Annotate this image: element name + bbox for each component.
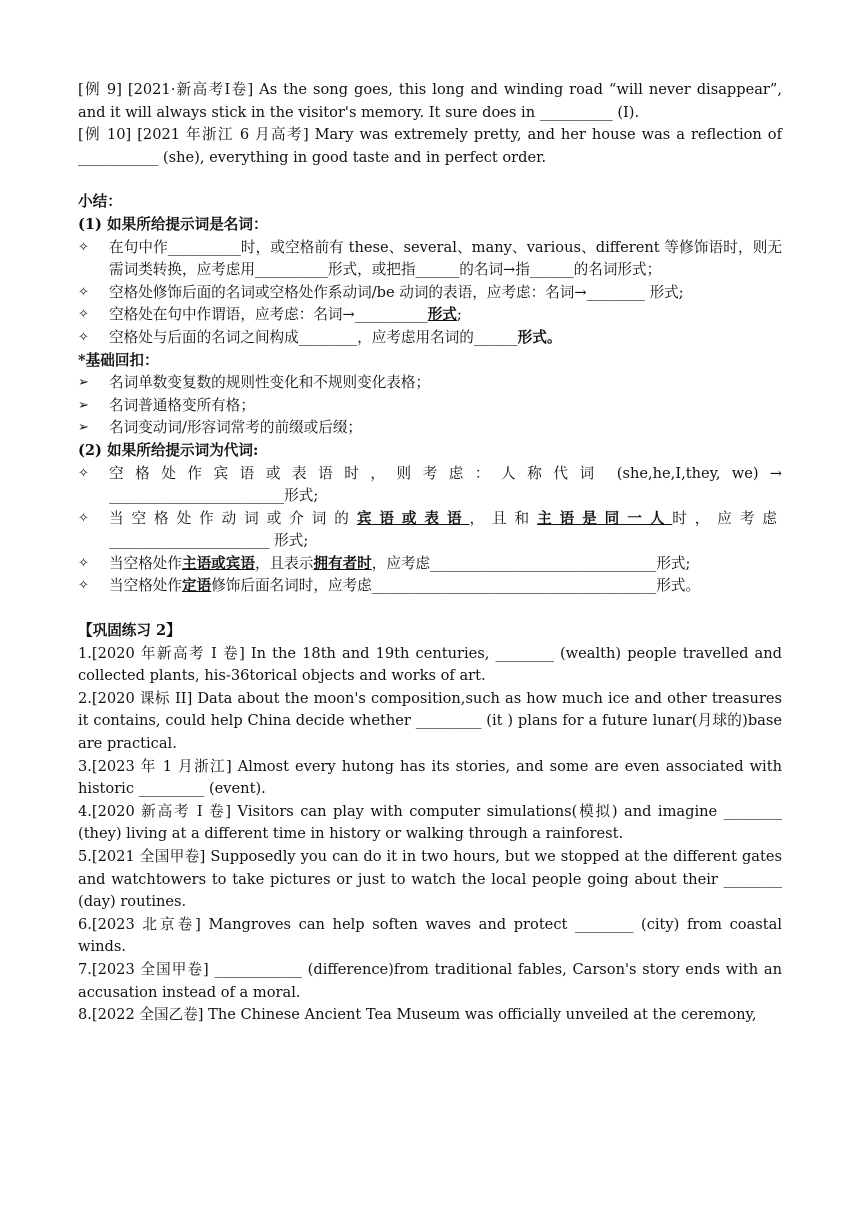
spacer — [78, 598, 782, 620]
basics-text: 名词普通格变所有格； — [109, 396, 255, 414]
rule-text — [109, 463, 782, 508]
diamond-bullet-icon: ✧ — [78, 307, 89, 323]
rule-text-part: 在句中作__________时，或空格前有 these、several、many、various、different 等修饰语时，则无需词类转换，应考虑用__________形式，或把指______的名词→指______的名词形式； — [109, 238, 782, 279]
rule-text-part: ，且和 — [469, 509, 538, 527]
rule-text-part: 当空格处作 — [109, 577, 182, 595]
rule-text-part: 当空格处作动词或介词的 — [109, 509, 357, 527]
rule-text — [109, 327, 782, 350]
rule-item — [78, 463, 782, 508]
rule-text-part: 修饰后面名词时，应考虑_______________________________________形式。 — [211, 577, 701, 595]
rule-text — [109, 282, 782, 305]
example-item: [例 10] [2021 年浙江 6 月高考] Mary was extremely pretty, and her house was a reflection of ___________ (she), everything in good taste and in perfect order. — [78, 126, 782, 166]
rule-item — [78, 553, 782, 576]
basics-item — [78, 372, 782, 395]
rule-item — [78, 508, 782, 553]
rule-item — [78, 304, 782, 327]
rule-text-part: (she,he,I,they, we) → ________________________形式; — [109, 464, 782, 505]
arrow-bullet-icon: ➢ — [78, 397, 89, 413]
example-item: [例 9] [2021·新高考Ⅰ卷] As the song goes, this long and winding road “will never disappear”, and it will always stick in the visitor's memory. It sure does in __________ (I). — [78, 81, 782, 121]
rule-text — [109, 553, 782, 576]
noun-rules-list — [78, 237, 782, 350]
document-page — [78, 79, 782, 1027]
pronoun-rules-list — [78, 463, 782, 599]
noun-heading: (1) 如果所给提示词是名词： — [78, 215, 268, 233]
rule-item — [78, 237, 782, 282]
pronoun-heading: (2) 如果所给提示词为代词: — [78, 441, 259, 459]
rule-text — [109, 304, 782, 327]
diamond-bullet-icon: ✧ — [78, 465, 89, 481]
basics-text: 名词单数变复数的规则性变化和不规则变化表格； — [109, 374, 431, 392]
rule-text-part: 当空格处作 — [109, 554, 182, 572]
basics-item — [78, 395, 782, 418]
arrow-bullet-icon: ➢ — [78, 375, 89, 391]
diamond-bullet-icon: ✧ — [78, 329, 89, 345]
rule-text-part: 宾语或表语 — [356, 509, 470, 527]
rule-text-part: 定语 — [181, 577, 212, 595]
examples-section — [78, 79, 782, 169]
rule-text-part: 空格处与后面的名词之间构成________，应考虑用名词的______ — [109, 328, 518, 346]
practice-item: 1.[2020 年新高考 I 卷] In the 18th and 19th centuries, ________ (wealth) people travelled and collected plants, his-36torical objects and works of art. — [78, 644, 782, 685]
rule-text-part: ______________________ 形式; — [109, 532, 309, 550]
rule-text — [109, 237, 782, 282]
basics-text: 名词变动词/形容词常考的前缀或后缀； — [109, 419, 363, 437]
basics-heading: *基础回扣： — [78, 351, 159, 369]
spacer — [78, 169, 782, 191]
practice-item: 3.[2023 年 1 月浙江] Almost every hutong has its stories, and some are even associated with historic _________ (event). — [78, 757, 782, 798]
rule-text-part: 形式 — [427, 306, 457, 324]
rule-text-part: 空格处修饰后面的名词或空格处作系动词/be 动词的表语，应考虑：名词→________ 形式; — [109, 283, 684, 301]
diamond-bullet-icon: ✧ — [78, 578, 89, 594]
practice-item: 2.[2020 课标 II] Data about the moon's composition,such as how much ice and other treasures it contains, could help China decide whether _________ (it ) plans for a future lunar(月球的)base are practical. — [78, 689, 782, 753]
arrow-bullet-icon: ➢ — [78, 420, 89, 436]
rule-text-part: 时，应考虑 — [672, 509, 782, 527]
rule-text-part: ，应考虑_______________________________形式; — [371, 554, 691, 572]
diamond-bullet-icon: ✧ — [78, 555, 89, 571]
rule-text-part: 空格处在句中作谓语，应考虑：名词→__________ — [109, 306, 428, 324]
diamond-bullet-icon: ✧ — [78, 510, 89, 526]
rule-text — [109, 575, 782, 598]
rule-text-part: ，且表示 — [254, 554, 314, 572]
practice-item: 7.[2023 全国甲卷] ____________ (difference)from traditional fables, Carson's story ends with an accusation instead of a moral. — [78, 960, 782, 1001]
practice-item: 8.[2022 全国乙卷] The Chinese Ancient Tea Museum was officially unveiled at the ceremony, — [78, 1006, 757, 1024]
practice-item: 6.[2023 北京卷] Mangroves can help soften waves and protect ________ (city) from coastal winds. — [78, 915, 782, 956]
rule-text — [109, 508, 782, 553]
basics-item — [78, 417, 782, 440]
practice-item: 4.[2020 新高考 I 卷] Visitors can play with computer simulations(模拟) and imagine ________ (they) living at a different time in history or walking through a rainforest. — [78, 802, 782, 843]
diamond-bullet-icon: ✧ — [78, 284, 89, 300]
rule-text-part: ; — [456, 306, 462, 324]
rule-text-part: 主语是同一人 — [537, 509, 673, 527]
rule-text-part: 形式。 — [517, 328, 562, 346]
practice-title: 【巩固练习 2】 — [78, 622, 181, 640]
practice-item: 5.[2021 全国甲卷] Supposedly you can do it in two hours, but we stopped at the different gates and watchtowers to take pictures or just to watch the local people going about their ________ (day) routines. — [78, 848, 782, 911]
diamond-bullet-icon: ✧ — [78, 239, 89, 255]
rule-item — [78, 575, 782, 598]
rule-text-part: 拥有者时 — [313, 554, 372, 572]
basics-list — [78, 372, 782, 440]
rule-item — [78, 282, 782, 305]
rule-text-part: 空格处作宾语或表语时，则考虑：人称代词 — [109, 464, 606, 482]
rule-text-part: 主语或宾语 — [181, 554, 255, 572]
summary-title: 小结： — [78, 193, 122, 211]
rule-item — [78, 327, 782, 350]
practice-list — [78, 643, 782, 1027]
